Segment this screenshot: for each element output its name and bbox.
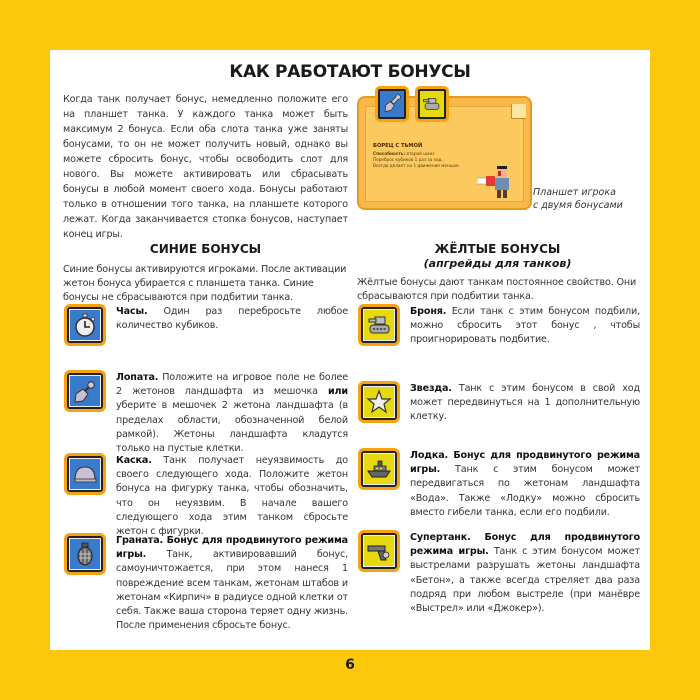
armor-tank-icon [366, 312, 392, 338]
helmet-bonus-text [116, 454, 348, 539]
star-bonus-description: Танк с этим бонусом в свой ход может передвинуться на 1 дополнительную клетку. [410, 383, 640, 423]
blue-bonuses-description: Синие бонусы активируются игроками. После активации жетон бонуса убирается с планшета танка. Синие бонусы не сбрасываются при подбитии танка. [63, 264, 347, 303]
armor-bonus-text [410, 305, 640, 348]
card-slot-yellow [415, 86, 449, 122]
intro-paragraph: Когда танк получает бонус, немедленно положите его на планшет танка. У каждого танка может быть максимум 2 бонуса. Если оба слота танка уже заняты бонусами, то он не может получить новый, однако вы можете сбросить бонус, чтобы освободить слот для нового. Вы можете активировать или сбрасывать бонусы в любой момент своего хода. Бонусы работают только в отношении того танка, на планшете которого лежат. Когда заканчивается стопка бонусов, наступает конец игры. [63, 94, 348, 240]
yellow-bonuses-subheading: (апгрейды для танков) [423, 257, 572, 270]
card-caption [533, 186, 623, 212]
boat-bonus-name: Лодка. Бонус для продвинутого режима игры. [410, 450, 640, 476]
clock-bonus-description: Один раз перебросьте любое количество кубиков. [116, 306, 348, 332]
armor-bonus-description: Если танк с этим бонусом подбили, можно сбросить этот бонус , чтобы проигнорировать подбитие. [410, 306, 640, 346]
supertank-bonus-text [410, 531, 640, 616]
card-corner-fold [511, 104, 526, 119]
shovel-icon [382, 94, 402, 114]
star-bonus-text [410, 382, 640, 425]
blue-bonuses-heading: СИНИЕ БОНУСЫ [149, 242, 262, 256]
shovel-bonus-token [64, 370, 106, 412]
card-ability-value: второй шанс [406, 151, 435, 156]
helmet-bonus-description: Танк получает неуязвимость до своего следующего хода. Положите жетон бонуса на фигурку танка, чтобы обозначить, что он неуязвим. В начале вашего следующего хода этим танком сбросьте жетон с фигурки. [116, 455, 348, 538]
card-line-2: Всегда делает на 1 движение меньше. [373, 163, 460, 168]
card-slot-blue [375, 86, 409, 122]
star-icon [366, 389, 392, 415]
star-bonus-name: Звезда. [410, 383, 452, 394]
clock-bonus-text [116, 305, 348, 333]
card-ability-label: Способность: [373, 151, 406, 156]
caption-line-1: Планшет игрока [533, 187, 616, 198]
helmet-bonus-token [64, 453, 106, 495]
grenade-bonus-name: Граната. Бонус для продвинутого режима игры. [116, 535, 348, 561]
page-number: 6 [345, 657, 355, 673]
clock-icon [72, 312, 98, 338]
supertank-bonus-description: Танк с этим бонусом может выстрелами разрушать жетоны ландшафта «Бетон», а также всегда стреляет два раза подряд при любом выстреле (при манёвре «Выстрел» или «Джокер»). [410, 546, 640, 615]
shovel-icon [72, 378, 98, 404]
clock-bonus-token [64, 304, 106, 346]
boat-bonus-token [358, 448, 400, 490]
yellow-bonuses-heading: ЖЁЛТЫЕ БОНУСЫ [434, 242, 561, 256]
boat-bonus-description: Танк с этим бонусом может передвигаться по жетонам ландшафта «Вода». Также «Лодку» можно сбросить вместо гибели танка, если его подбили. [410, 464, 640, 518]
boat-bonus-text [410, 449, 640, 520]
player-card [357, 96, 532, 210]
shovel-bonus-description-2: уберите в мешочек 2 жетона ландшафта (в пределах области, обозначенной белой рамкой). Жетоны ландшафта кладутся только на пустые клетки. [116, 400, 348, 455]
armor-tank-icon [422, 94, 442, 114]
caption-line-2: с двумя бонусами [533, 200, 623, 211]
shovel-bonus-name: Лопата. [116, 372, 159, 383]
clock-bonus-name: Часы. [116, 306, 148, 317]
page-title: КАК РАБОТАЮТ БОНУСЫ [229, 62, 471, 82]
grenade-bonus-text [116, 534, 348, 633]
card-character-name: БОРЕЦ С ТЬМОЙ [373, 143, 423, 149]
shovel-bonus-text [116, 371, 348, 456]
supertank-bonus-name: Супертанк. Бонус для продвинутого режима игры. [410, 532, 640, 558]
card-line-1: Переброс кубиков 1 раз за ход. [373, 157, 443, 162]
grenade-bonus-token [64, 533, 106, 575]
grenade-icon [72, 541, 98, 567]
star-bonus-token [358, 381, 400, 423]
shovel-bonus-or: или [327, 386, 348, 398]
character-figure [477, 164, 515, 200]
shovel-bonus-description-1: Положите на игровое поле не более 2 жетонов ландшафта из мешочка [116, 372, 348, 398]
armor-bonus-token [358, 304, 400, 346]
supertank-bonus-token [358, 530, 400, 572]
boat-icon [366, 456, 392, 482]
helmet-bonus-name: Каска. [116, 455, 152, 466]
yellow-bonuses-description: Жёлтые бонусы дают танкам постоянное свойство. Они сбрасываются при подбитии танка. [357, 277, 637, 302]
pistol-icon [366, 538, 392, 564]
card-ability [373, 151, 435, 156]
grenade-bonus-description: Танк, активировавший бонус, самоуничтожается, при этом нанеся 1 повреждение всем танкам, жетонам штабов и жетонам «Кирпич» в радиусе одной клетки от себя. Также ваша сторона теряет одну жизнь. После применения сбросьте бонус. [116, 549, 348, 632]
armor-bonus-name: Броня. [410, 306, 447, 317]
helmet-icon [72, 461, 98, 487]
